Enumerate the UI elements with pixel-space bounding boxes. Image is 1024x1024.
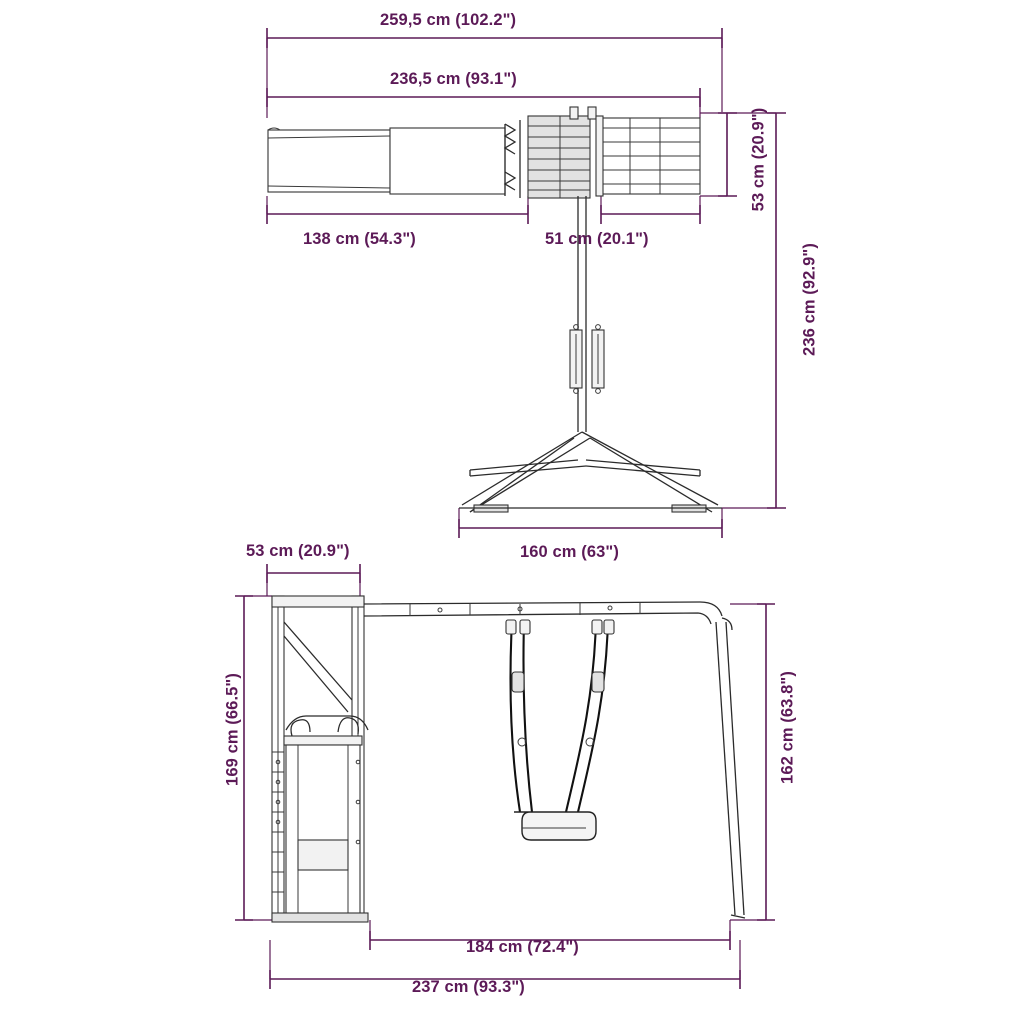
label-slide-depth-front: 53 cm (20.9"): [246, 542, 350, 560]
label-ladder-depth-top: 53 cm (20.9"): [749, 107, 768, 212]
label-inner-width-top: 236,5 cm (93.1"): [390, 70, 517, 88]
dimline-slide-depth-front: [267, 564, 360, 596]
dimline-ladder-depth-top: [700, 113, 737, 196]
label-total-depth-top: 236 cm (92.9"): [800, 243, 819, 356]
dimline-slide-length-top: [267, 196, 528, 224]
label-platform-width-top: 51 cm (20.1"): [545, 230, 649, 248]
label-swing-height-front: 162 cm (63.8"): [778, 671, 797, 784]
swing-seat: [514, 812, 596, 840]
front-view-product: [272, 596, 745, 922]
label-slide-length-top: 138 cm (54.3"): [303, 230, 416, 248]
label-swing-span-front: 184 cm (72.4"): [466, 938, 579, 956]
dimline-swing-height-front: [730, 604, 775, 920]
dimline-platform-width-top: [601, 196, 700, 224]
label-overall-width-top: 259,5 cm (102.2"): [380, 11, 517, 29]
label-tower-height-front: 169 cm (66.5"): [223, 673, 242, 786]
top-view-product: [268, 107, 722, 512]
swing-ropes: [506, 620, 614, 812]
label-overall-width-front: 237 cm (93.3"): [412, 978, 525, 996]
label-swing-spread-top: 160 cm (63"): [520, 543, 619, 561]
dimline-inner-width-top: [267, 88, 700, 118]
swing-hanger-plan: [570, 325, 604, 394]
